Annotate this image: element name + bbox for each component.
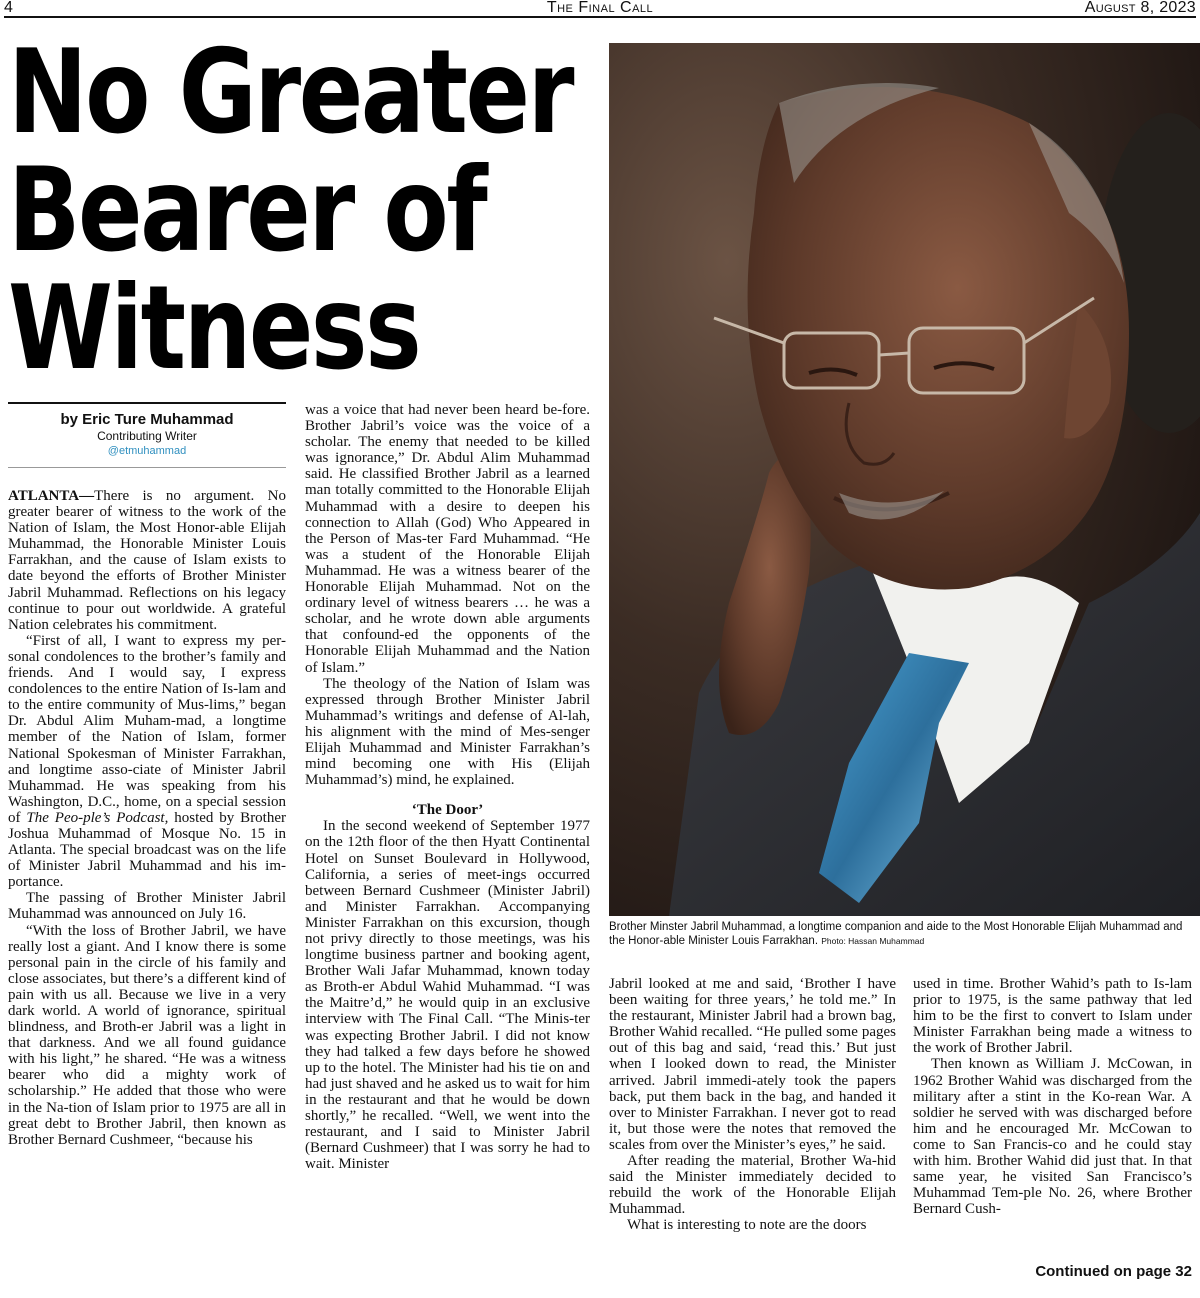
article-paragraph: Jabril looked at me and said, ‘Brother I have been waiting for three years,’ he told me.” In the restaurant, Minister Jabril had a brown bag, Brother Wahid recalled. “He pulled some pages out of this bag and said, ‘read this.’ But just when I looked down to read, the Minister arrived. Jabril immedi-ately took the papers back, put them back in the bag, and handed it over to Minister Farrakhan. I never got to read it, but those were the notes that removed the scales from over the Minister’s eyes,” he said.: [609, 976, 896, 1153]
article-paragraph: “With the loss of Brother Jabril, we have really lost a giant. And I know there is some personal pain in the circle of his family and close associates, but there’s a different kind of pain with us all. Because we live in a very dark world. A world of ignorance, spiritual blindness, and Broth-er Jabril was a light in that darkness. And we all found guidance with his light,” he shared. “He was a witness bearer who did a mighty work of scholarship.” He added that those who were in the Na-tion of Islam prior to 1975 are all in great debt to Brother Jabril, then known as Brother Bernard Cushmeer, “because his: [8, 922, 286, 1148]
paragraph-text: hosted by Brother Joshua Muhammad of Mosque No. 15 in Atlanta. The special broadcast was on the life of Minister Jabril Muhammad and his im-portance.: [8, 809, 287, 891]
headline: [8, 25, 573, 396]
article-paragraph: [8, 488, 286, 633]
article-paragraph: [8, 633, 286, 891]
byline-role: Contributing Writer: [97, 429, 197, 443]
article-paragraph: After reading the material, Brother Wa-hid said the Minister immediately decided to rebuild the work of the Honorable Elijah Muhammad.: [609, 1153, 896, 1218]
headline-line: Witness: [8, 261, 420, 396]
paragraph-text: “First of all, I want to express my per-sonal condolences to the brother’s family and friends. And I would say, I express condolences to the entire Nation of Is-lam and to the entire community of Mus-lims,” began Dr. Abdul Alim Muham-mad, a longtime member of the Nation of Islam, former National Spokesman of Minister Farrakhan, and longtime asso-ciate of Minister Jabril Muhammad. He was speaking from his Washington, D.C., home, on a special session of: [8, 632, 286, 826]
article-paragraph: was a voice that had never been heard be-fore. Brother Jabril’s voice was the voice of a scholar. The enemy that needed to be killed was ignorance,” Dr. Abdul Alim Muhammad said. He classified Brother Jabril as a learned man totally committed to the Honorable Elijah Muhammad with a desire to deepen his connection to Allah (God) Who Appeared in the Person of Mas-ter Fard Muhammad. “He was a student of the Honorable Elijah Muhammad. He was a witness bearer of the Honorable Elijah Muhammad. Not on the ordinary level of witness bearers … he was a scholar, and he wrote down able arguments that confound-ed the opponents of the Honorable Elijah Muhammad and the Nation of Islam.”: [305, 402, 590, 676]
article-paragraph: What is interesting to note are the doors: [627, 1217, 867, 1234]
issue-date: August 8, 2023: [1084, 0, 1196, 16]
headline-line: No Greater: [8, 25, 573, 160]
podcast-title: The Peo-ple’s Podcast,: [26, 809, 169, 826]
article-column-4: [913, 976, 1192, 1217]
photo-credit: Photo: Hassan Muhammad: [821, 936, 925, 946]
article-column-3: [609, 976, 896, 1234]
dateline: ATLANTA—: [8, 488, 95, 504]
byline-author: by Eric Ture Muhammad: [60, 411, 234, 428]
photo-caption: [609, 920, 1197, 948]
byline-social-handle[interactable]: @etmuhammad: [107, 445, 187, 457]
headline-line: Bearer of: [8, 143, 486, 278]
section-subhead: ‘The Door’: [411, 802, 484, 819]
article-column-1: [8, 488, 286, 1148]
page-folio: [4, 0, 1196, 18]
article-paragraph: The passing of Brother Minister Jabril Muhammad was announced on July 16.: [8, 890, 286, 923]
article-paragraph: Then known as William J. McCowan, in 1962 Brother Wahid was discharged from the military after a stint in the Ko-rean War. A soldier he served with was discharged before him and he encouraged Mr. McCowan to come to San Francis-co and he could stay with him. Brother Wahid did just that. In that same year, he visited San Francisco’s Muhammad Tem-ple No. 26, where Brother Bernard Cush-: [913, 1056, 1192, 1218]
publication-name: The Final Call: [546, 0, 654, 16]
paragraph-text: There is no argument. No greater bearer of witness to the work of the Nation of Islam, the Most Honor-able Elijah Muhammad, the Honorable Minister Louis Farrakhan, and the cause of Islam exists to date beyond the efforts of Brother Minister Jabril Muhammad. Reflections on his legacy continue to pour out worldwide. A grateful Nation celebrates his commitment.: [8, 488, 286, 633]
article-paragraph: The theology of the Nation of Islam was expressed through Brother Minister Jabril Muhammad’s writings and defense of Al-lah, his alignment with the mind of Mes-senger Elijah Muhammad and Minister Farrakhan’s mind becoming one with His (Elijah Muhammad’s) mind, he explained.: [305, 675, 590, 789]
byline: [8, 402, 286, 468]
portrait-photo-illustration: [609, 43, 1200, 916]
article-paragraph: In the second weekend of September 1977 on the 12th floor of the then Hyatt Continental Hotel on Sunset Boulevard in Hollywood, California, a series of meet-ings occurred between Bernard Cushmeer (Minister Jabril) and Minister Farrakhan. Accompanying Minister Farrakhan on this excursion, though not privy directly to those meetings, was his longtime business partner and booking agent, Brother Wali Jafar Muhammad, known today as Broth-er Abdul Wahid Muhammad. “I was the Maitre’d,” he would quip in an exclusive interview with The Final Call. “The Minis-ter was expecting Brother Jabril. I did not know they had talked a few days before he showed up to the hotel. The Minister had his tie on and had just shaved and he asked us to wait for him in the restaurant and that he would be down shortly,” he recalled. “Well, we went into the restaurant, and I said to Minister Jabril (Bernard Cushmeer) that I was sorry he had to wait. Minister: [305, 818, 590, 1173]
article-paragraph: used in time. Brother Wahid’s path to Is-lam prior to 1975, is the same pathway that led him to be the first to convert to Islam under Minister Farrakhan being made a witness to the work of Brother Jabril.: [913, 976, 1192, 1057]
continued-on-link[interactable]: Continued on page 32: [1035, 1263, 1192, 1280]
page-number: 4: [4, 0, 13, 16]
caption-text: Brother Minster Jabril Muhammad, a longtime companion and aide to the Most Honorable Elijah Muhammad and the Honor-able Minister Louis Farrakhan.: [609, 921, 1183, 947]
portrait-photo: [609, 43, 1200, 916]
article-column-2: [305, 402, 590, 1172]
